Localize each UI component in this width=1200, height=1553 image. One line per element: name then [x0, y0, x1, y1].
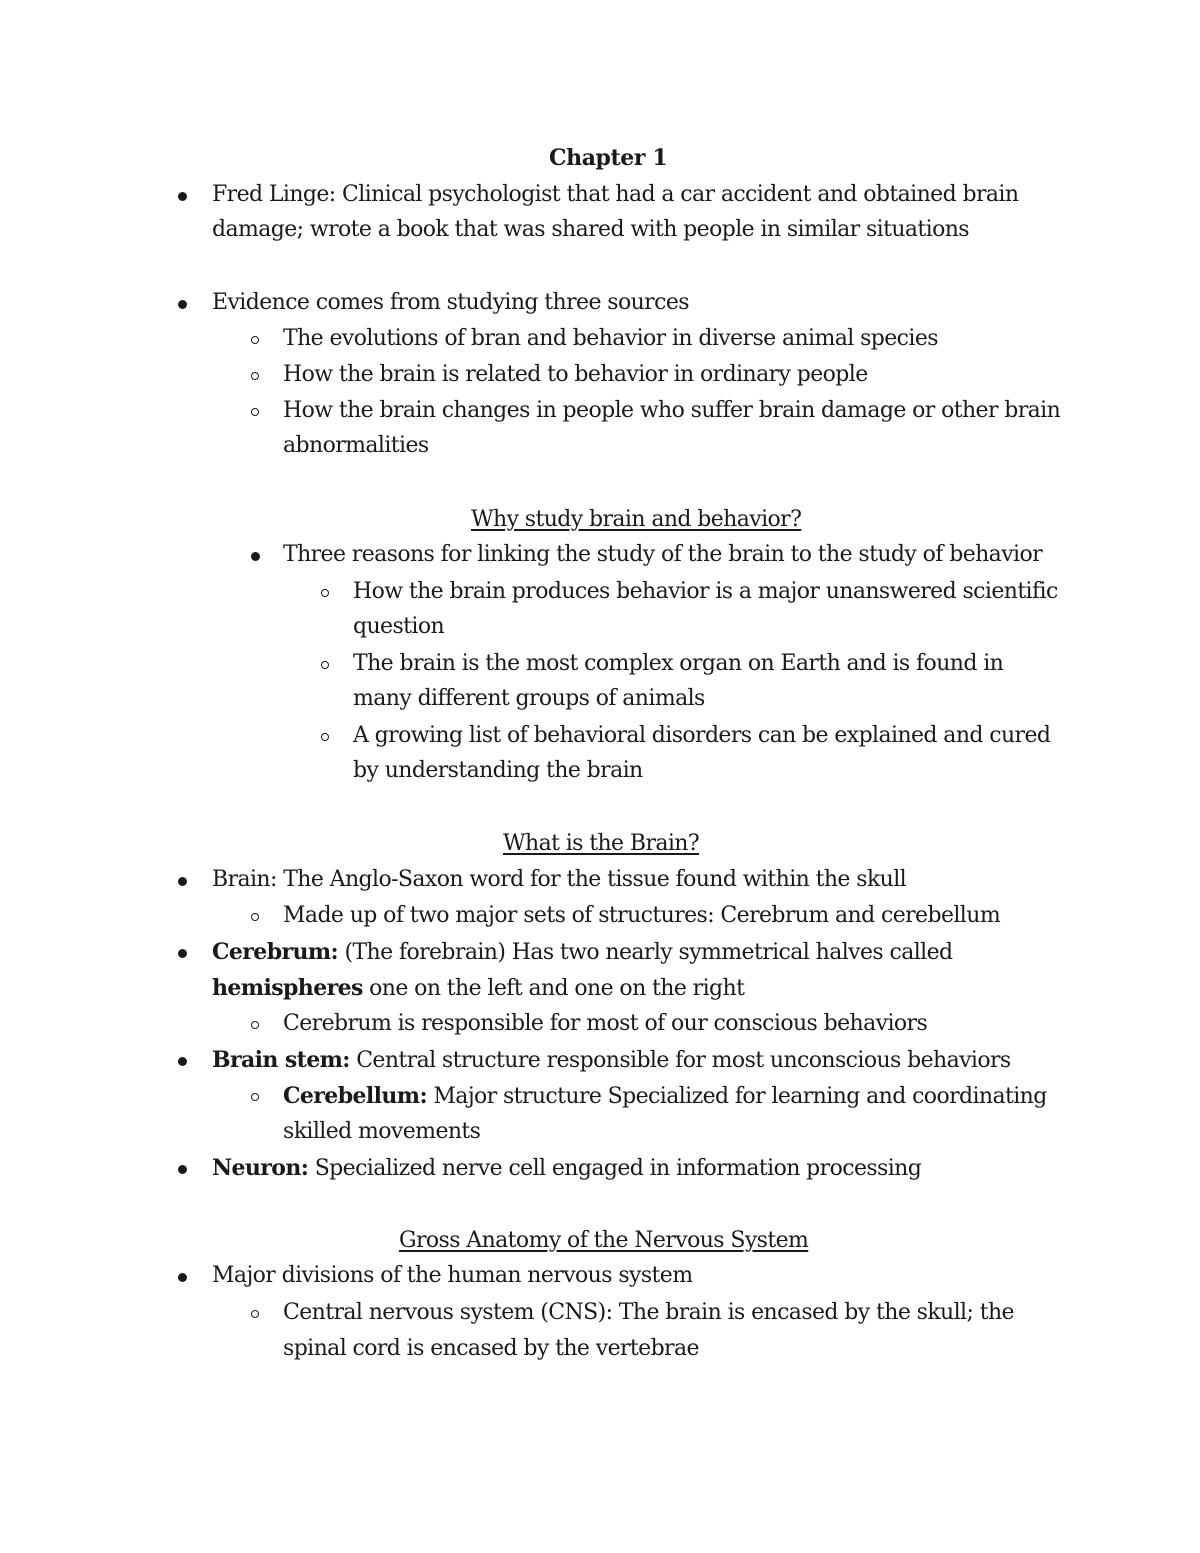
- sub-list-item-continuation: many different groups of animals: [353, 686, 705, 711]
- sub-list-item: Made up of two major sets of structures: Cerebrum and cerebellum: [283, 903, 1001, 928]
- bullet-filled: [174, 1154, 190, 1184]
- bullet-filled: [174, 938, 190, 968]
- sub-list-item: Cerebrum is responsible for most of our conscious behaviors: [283, 1011, 928, 1036]
- list-item: Brain: The Anglo-Saxon word for the tissue found within the skull: [212, 867, 907, 892]
- term-brain-stem: Brain stem:: [212, 1047, 350, 1073]
- list-item: [212, 1153, 921, 1184]
- bullet-filled: [174, 181, 190, 211]
- definition-brain-stem: Central structure responsible for most unconscious behaviors: [349, 1048, 1011, 1073]
- term-cerebellum: Cerebellum:: [283, 1083, 427, 1109]
- sub-list-item: How the brain is related to behavior in ordinary people: [283, 362, 868, 387]
- bullet-hollow: [247, 1299, 263, 1329]
- bullet-hollow: [317, 578, 333, 608]
- list-item: Evidence comes from studying three sources: [212, 290, 689, 315]
- list-item-continuation: [212, 973, 744, 1004]
- bullet-hollow: [247, 325, 263, 355]
- bullet-hollow: [247, 361, 263, 391]
- list-item: Major divisions of the human nervous system: [212, 1263, 693, 1288]
- bullet-filled: [174, 289, 190, 319]
- section-heading-why: Why study brain and behavior?: [471, 507, 802, 532]
- list-item: [212, 1045, 1011, 1076]
- definition-cerebrum: (The forebrain) Has two nearly symmetrical halves called: [338, 940, 953, 965]
- list-item: Three reasons for linking the study of the brain to the study of behavior: [283, 542, 1043, 567]
- sub-list-item: The evolutions of bran and behavior in diverse animal species: [283, 326, 938, 351]
- bullet-hollow: [247, 902, 263, 932]
- term-cerebrum: Cerebrum:: [212, 939, 339, 965]
- sub-list-item: How the brain changes in people who suffer brain damage or other brain: [283, 398, 1061, 423]
- page-title: Chapter 1: [549, 145, 668, 171]
- bullet-hollow: [247, 1010, 263, 1040]
- list-item-continuation: damage; wrote a book that was shared with people in similar situations: [212, 217, 969, 242]
- sub-list-item-continuation: skilled movements: [283, 1119, 481, 1144]
- sub-list-item: How the brain produces behavior is a major unanswered scientific: [353, 579, 1058, 604]
- bullet-filled: [174, 866, 190, 896]
- definition-neuron: Specialized nerve cell engaged in information processing: [308, 1156, 922, 1181]
- sub-list-item-continuation: question: [353, 614, 445, 639]
- bullet-filled: [174, 1262, 190, 1292]
- section-heading-what: What is the Brain?: [503, 831, 700, 856]
- definition-hemispheres: one on the left and one on the right: [362, 976, 745, 1001]
- term-neuron: Neuron:: [212, 1155, 309, 1181]
- sub-list-item: The brain is the most complex organ on Earth and is found in: [353, 651, 1004, 676]
- definition-cerebellum: Major structure Specialized for learning and coordinating: [426, 1084, 1047, 1109]
- section-heading-gross-anatomy: Gross Anatomy of the Nervous System: [399, 1228, 809, 1253]
- bullet-hollow: [247, 1082, 263, 1112]
- bullet-filled: [174, 1046, 190, 1076]
- sub-list-item: Central nervous system (CNS): The brain is encased by the skull; the: [283, 1300, 1014, 1325]
- bullet-hollow: [247, 397, 263, 427]
- list-item: Fred Linge: Clinical psychologist that had a car accident and obtained brain: [212, 182, 1019, 207]
- sub-list-item: [283, 1081, 1047, 1112]
- sub-list-item-continuation: abnormalities: [283, 433, 429, 458]
- sub-list-item: A growing list of behavioral disorders can be explained and cured: [353, 723, 1051, 748]
- term-hemispheres: hemispheres: [212, 975, 363, 1001]
- bullet-hollow: [317, 722, 333, 752]
- sub-list-item-continuation: by understanding the brain: [353, 758, 643, 783]
- bullet-filled: [247, 541, 263, 571]
- sub-list-item-continuation: spinal cord is encased by the vertebrae: [283, 1336, 699, 1361]
- list-item: [212, 937, 953, 968]
- bullet-hollow: [317, 650, 333, 680]
